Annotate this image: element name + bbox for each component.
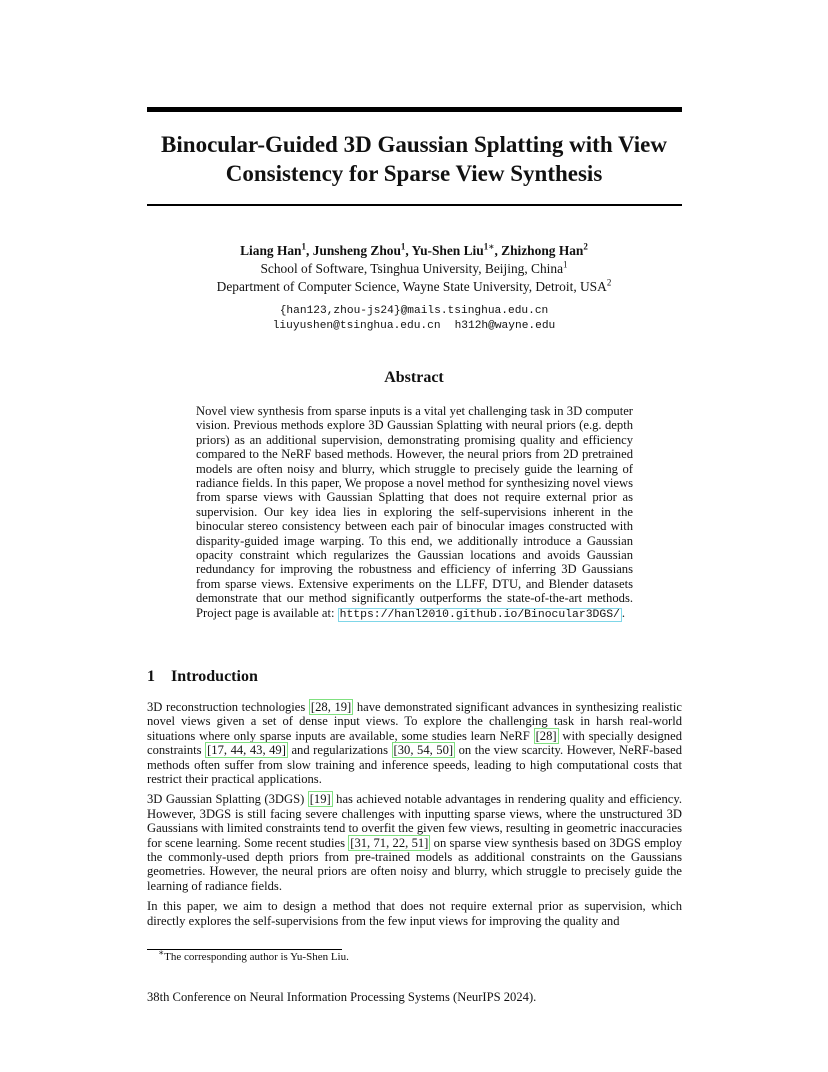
citation-link[interactable]: [28, 19] <box>310 700 352 714</box>
section-title: Introduction <box>171 668 258 685</box>
citation-link[interactable]: [17, 44, 43, 49] <box>207 743 286 758</box>
citation-link[interactable]: [30, 54, 50] <box>393 743 454 758</box>
footnote-text: The corresponding author is Yu-Shen Liu. <box>164 951 349 963</box>
affiliation-1-text: School of Software, Tsinghua University, Beijing, China <box>260 261 564 276</box>
author-2: Junsheng Zhou <box>312 243 401 258</box>
conference-footer: 38th Conference on Neural Information Processing Systems (NeurIPS 2024). <box>147 990 537 1004</box>
project-page-link[interactable]: https://hanl2010.github.io/Binocular3DGS/ <box>339 608 620 621</box>
affiliation-2-text: Department of Computer Science, Wayne State University, Detroit, USA <box>216 279 607 294</box>
p2-text-3: on sparse view synthesis based on 3DGS employ the commonly-used depth priors from pre-trained models as additional constraints on the Gaussians geometries. However, the neural priors are often noisy and blurry, which struggle to precisely guide the learning of radiance fields. <box>147 835 682 893</box>
author-names: Liang Han$^1$, Junsheng Zhou$^1$, Yu-Shen Liu$^{1∗}$, Zhizhong Han$^2$ <box>240 241 588 258</box>
introduction-body <box>147 700 682 934</box>
paper-title <box>120 130 708 188</box>
citation-link[interactable]: [28] <box>535 728 557 743</box>
p1-text-4: and regularizations <box>287 743 392 758</box>
citation-link[interactable]: [31, 71, 22, 51] <box>350 835 429 850</box>
affiliation-2 <box>120 278 708 296</box>
p1-text-3: with specially designed constraints <box>147 728 682 758</box>
email-han[interactable]: h312h@wayne.edu <box>454 320 556 332</box>
author-4: Zhizhong Han <box>501 243 584 258</box>
section-number: 1 <box>147 668 155 685</box>
affiliation-1 <box>120 260 708 278</box>
intro-paragraph-2 <box>147 792 682 893</box>
p2-text-1: 3D Gaussian Splatting (3DGS) <box>147 792 308 807</box>
section-heading-introduction <box>147 668 258 686</box>
footnote <box>158 947 349 964</box>
title-top-rule <box>147 107 682 112</box>
abstract-end: . <box>621 605 626 620</box>
affiliation-2-mark: 2 <box>606 277 612 288</box>
author-2-affil: 1 <box>400 241 406 252</box>
author-block <box>120 242 708 296</box>
abstract-heading: Abstract <box>384 369 444 386</box>
email-line-2 <box>120 319 708 334</box>
footnote-mark: ∗ <box>158 947 165 958</box>
citation-link[interactable]: [19] <box>309 792 331 807</box>
author-1: Liang Han <box>240 243 302 258</box>
title-line-2: Consistency for Sparse View Synthesis <box>225 161 603 186</box>
intro-paragraph-3: In this paper, we aim to design a method that does not require external prior as supervision, which directly explores the self-supervisions from the few input views for improving the quality and <box>147 899 682 928</box>
affiliation-1-mark: 1 <box>563 259 568 270</box>
email-block <box>120 304 708 334</box>
p1-text-2: have demonstrated significant advances in synthesizing realistic novel views given a set of dense input views. To explore the challenging task in harsh real-world situations where only sparse inputs are available, some studies learn NeRF <box>147 700 683 743</box>
abstract-text: Novel view synthesis from sparse inputs is a vital yet challenging task in 3D computer vision. Previous methods explore 3D Gaussian Splatting with neural priors (e.g. depth priors) as an additional supervision, demonstrating promising quality and efficiency compared to the NeRF based methods. However, the neural priors from 2D pretrained models are often noisy and blurry, which struggle to precisely guide the learning of radiance fields. In this paper, We propose a novel method for synthesizing novel views from sparse views with Gaussian Splatting that does not require external prior as supervision. Our key idea lies in exploring the self-supervisions inherent in the binocular stereo consistency between each pair of binocular images constructed with disparity-guided image warping. To this end, we additionally introduce a Gaussian opacity constraint which regularizes the Gaussian locations and avoids Gaussian redundancy for improving the robustness and efficiency of inferring 3D Gaussians from sparse views. Extensive experiments on the LLFF, DTU, and Blender datasets demonstrate that our method significantly outperforms the state-of-the-art methods. Project page is available at: <box>196 404 633 620</box>
title-line-1: Binocular-Guided 3D Gaussian Splatting with View <box>161 132 667 157</box>
title-bottom-rule <box>147 204 682 206</box>
abstract-body <box>196 404 633 622</box>
intro-paragraph-1 <box>147 700 682 786</box>
p1-text-5: on the view scarcity. However, NeRF-based methods often suffer from slow training and inference speeds, leading to high computational costs that restrict their practical applications. <box>147 743 683 787</box>
p1-text-1: 3D reconstruction technologies <box>147 700 309 714</box>
author-3-affil: 1∗ <box>483 241 495 252</box>
author-4-affil: 2 <box>583 241 588 252</box>
email-line-1: {han123,zhou-js24}@mails.tsinghua.edu.cn <box>279 305 549 317</box>
p2-text-2: has achieved notable advantages in rendering quality and efficiency. However, 3DGS is still facing severe challenges with inputting sparse views, where the unstructured 3D Gaussians with limited constraints tend to overfit the given few views, resulting in geometric inaccuracies for scene learning. Some recent studies <box>147 792 682 850</box>
author-1-affil: 1 <box>301 241 307 252</box>
author-3: Yu-Shen Liu <box>411 243 484 258</box>
email-liu[interactable]: liuyushen@tsinghua.edu.cn <box>272 320 441 332</box>
